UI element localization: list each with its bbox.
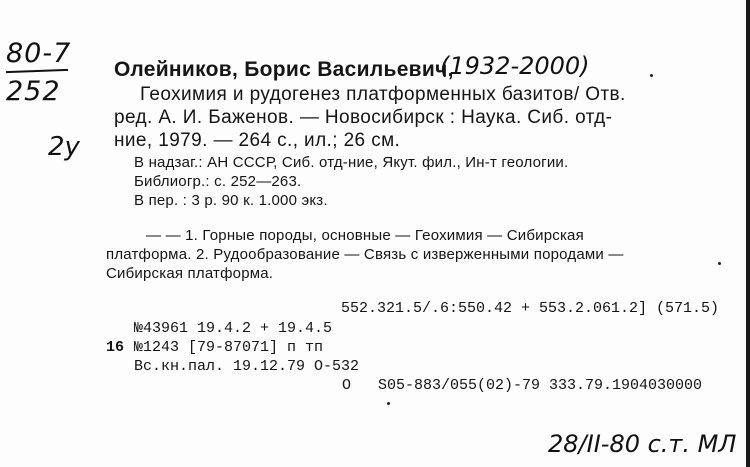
card-edge xyxy=(746,0,750,467)
code-prefix: О xyxy=(342,377,352,394)
handwritten-life-dates: (1932-2000) xyxy=(440,52,590,80)
note-bibliography: Библиогр.: с. 252—263. xyxy=(134,173,302,190)
subject-line-1: — — 1. Горные породы, основные — Геохимия — Сибирская xyxy=(146,227,584,244)
title-line-2: ред. А. И. Баженов. — Новосибирск : Наука. Сиб. отд- xyxy=(114,107,613,128)
title-line-1: Геохимия и рудогенез платформенных базитов/ Отв. xyxy=(140,84,626,105)
bbk-index: №43961 19.4.2 + 19.4.5 xyxy=(134,320,333,337)
publisher-code: Ѕ05-883/055(02)-79 333.79.1904030000 xyxy=(378,377,703,394)
handwritten-shelf-number-bottom: 252 xyxy=(6,76,61,107)
card-prefix-number: 16 xyxy=(106,339,125,356)
speck xyxy=(650,74,653,77)
title-line-3: ние, 1979. — 264 с., ил.; 26 см. xyxy=(114,130,401,151)
handwritten-side-mark: 2у xyxy=(48,132,80,162)
speck xyxy=(718,262,721,265)
author-heading: Олейников, Борис Васильевич, xyxy=(114,58,454,81)
record-number: №1243 [79-87071] п тп xyxy=(134,339,324,356)
udc-index: 552.321.5/.6:550.42 + 553.2.061.2] (571.5) xyxy=(341,300,720,317)
speck xyxy=(387,402,390,405)
handwritten-divider-line xyxy=(6,69,68,73)
note-institution: В надзаг.: АН СССР, Сиб. отд-ние, Якут. фил., Ин-т геологии. xyxy=(134,154,569,171)
chamber-record: Вс.кн.пал. 19.12.79 О-532 xyxy=(134,358,360,375)
subject-line-2: платформа. 2. Рудообразование — Связь с изверженными породами — xyxy=(106,246,624,263)
subject-line-3: Сибирская платформа. xyxy=(106,265,274,282)
note-price-copies: В пер. : 3 р. 90 к. 1.000 экз. xyxy=(134,192,328,209)
handwritten-shelf-number-top: 80-7 xyxy=(6,38,72,69)
handwritten-bottom-note: 28/II-80 с.т. МЛ xyxy=(548,430,737,458)
